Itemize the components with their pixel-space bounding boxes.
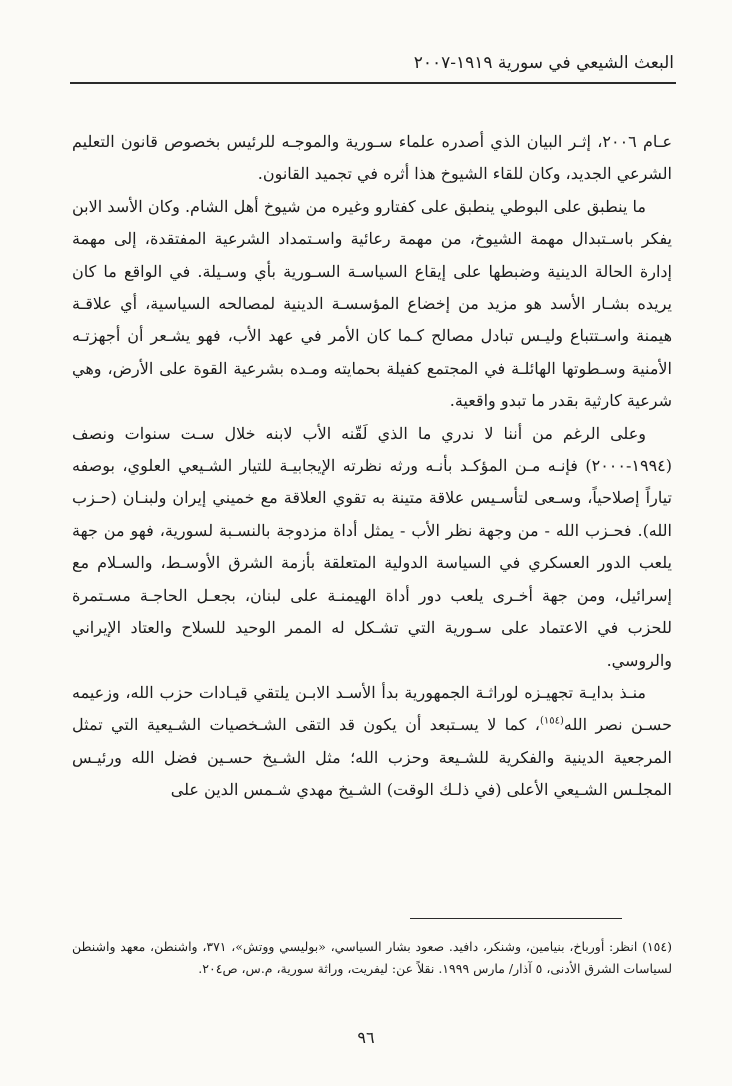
paragraph-1: عـام ٢٠٠٦، إثـر البيان الذي أصدره علماء سـورية والموجـه للرئيس بخصوص قانون التعليم الشرعي الجديد، وكان للقاء الشيوخ هذا أثره في تجميد القانون. <box>72 132 672 184</box>
paragraph-4-start: منـذ بدايـة تجهيـزه لوراثـة الجمهورية بدأ الأسـد الابـن يلتقي قيـادات حزب الله، وزعيمه حسـن نصر الله <box>72 682 672 735</box>
footnote-reference[interactable]: (١٥٤) <box>539 715 564 727</box>
paragraph-4-end: ، كما لا يسـتبعد أن يكون قد التقى الشـخصيات الشـيعية التي تمثل المرجعية الدينية والفكرية للشـيعة وحزب الله؛ مثل الشـيخ حسـين فضل الله ورئيـس المجلـس الشـيعي الأعلى (في ذلـك الوقت) الشـيخ مهدي شـمس الدين على <box>72 715 672 800</box>
paragraph-3: وعلى الرغم من أننا لا ندري ما الذي لَقّنه الأب لابنه خلال سـت سنوات ونصف (١٩٩٤-٢٠٠٠) فإنـه مـن المؤكـد بأنـه ورثه نظرته الإيجابيـة للتيار الشـيعي العلوي، بوصفه تياراً إصلاحياً، وسـعى لتأسـيس علاقة متينة به تقوي العلاقة مع خميني إيران ولبنـان (حـزب الله). فحـزب الله - من وجهة نظر الأب - يمثل أداة مزدوجة بالنسـبة لسورية، فهو من جهة يلعب الدور العسكري في السياسة الدولية المتعلقة بأزمة الشرق الأوسـط، والسـلام مع إسرائيل، ومن جهة أخـرى يلعب دور أداة الهيمنـة على لبنان، بجعـل الحاجـة مسـتمرة للحزب في الاعتماد على سـورية التي تشـكل له الممر الوحيد للسلاح والعتاد الإيراني والروسي. <box>72 423 672 670</box>
footnote-rule <box>410 918 622 919</box>
footnote: (١٥٤) انظر: أورباخ، بنيامين، وشنكر، دافيد. صعود بشار السياسي، «بوليسي ووتش»، ٣٧١، واشنطن، معهد واشنطن لسياسات الشرق الأدنى، ٥ آذار/ مارس ١٩٩٩. نقلاً عن: ليفريت، وراثة سورية، م.س، ص٢٠٤. <box>72 939 672 976</box>
running-header: البعث الشيعي في سورية ١٩١٩-٢٠٠٧ <box>413 53 674 73</box>
paragraph-2: ما ينطبق على البوطي ينطبق على كفتارو وغيره من شيوخ أهل الشام. وكان الأسد الابن يفكر باسـتبدال مهمة الشيوخ، من مهمة رعائية واسـتمداد الشرعية المفتقدة، إلى مهمة إدارة الحالة الدينية وضبطها على إيقاع السياسـة السـورية بأي وسـيلة. في الواقع ما كان يريده بشـار الأسد هو مزيد من إخضاع المؤسسـة الدينية لمصالحه السياسية، أي علاقـة هيمنة واسـتتباع وليـس تبادل مصالح كـما كان الأمر في عهد الأب، فهو يشـعر أن أجهزتـه الأمنية وسـطوتها الهائلـة في المجتمع كفيلة بحمايته ومـده بشرعية القوة على الأرض، وهي شرعية كارثية بقدر ما تبدو واقعية. <box>72 196 672 411</box>
header-rule <box>70 82 676 84</box>
page-number: ٩٦ <box>357 1028 375 1047</box>
paragraph-4 <box>72 677 672 807</box>
body-text <box>72 126 672 807</box>
